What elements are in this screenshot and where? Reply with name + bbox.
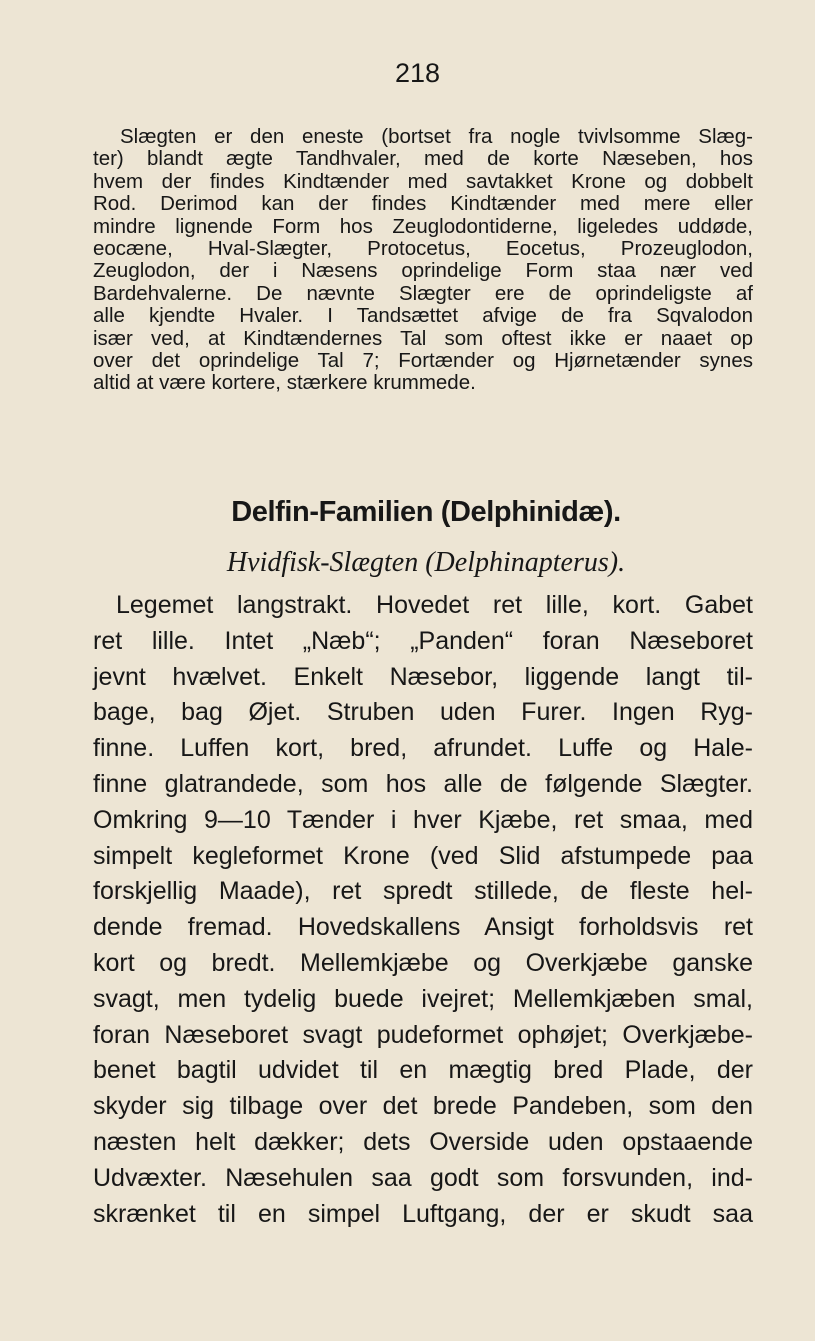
text-line: alle kjendte Hvaler. I Tandsættet afvige de fra Sqvalodon: [93, 304, 753, 328]
text-line: Rod. Derimod kan der findes Kindtænder med mere eller: [93, 192, 753, 216]
text-line: simpelt kegleformet Krone (ved Slid afstumpede paa: [93, 841, 753, 870]
text-line: skrænket til en simpel Luftgang, der er skudt saa: [93, 1199, 753, 1228]
text-line: hvem der findes Kindtænder med savtakket Krone og dobbelt: [93, 169, 753, 193]
page-number: 218: [394, 58, 441, 88]
text-line: Slægten er den eneste (bortset fra nogle tvivlsomme Slæg-: [120, 125, 753, 148]
text-line: dende fremad. Hovedskallens Ansigt forholdsvis ret: [93, 913, 753, 942]
text-line: foran Næseboret svagt pudeformet ophøjet; Overkjæbe-: [93, 1020, 753, 1049]
text-line: benet bagtil udvidet til en mægtig bred Plade, der: [93, 1056, 753, 1085]
text-line: svagt, men tydelig buede ivejret; Mellemkjæben smal,: [93, 984, 753, 1013]
text-line: skyder sig tilbage over det brede Pandeben, som den: [93, 1092, 753, 1121]
text-line: Omkring 9—10 Tænder i hver Kjæbe, ret smaa, med: [93, 805, 753, 834]
text-line: Legemet langstrakt. Hovedet ret lille, kort. Gabet: [116, 591, 753, 619]
family-heading: Delfin-Familien (Delphinidæ).: [231, 496, 621, 528]
text-line: ret lille. Intet „Næb“; „Panden“ foran Næseboret: [93, 626, 753, 655]
text-line: finne glatrandede, som hos alle de følgende Slægter.: [93, 769, 753, 798]
description-paragraph: [93, 588, 753, 1232]
text-line: næsten helt dækker; dets Overside uden opstaaende: [93, 1127, 753, 1156]
text-line: jevnt hvælvet. Enkelt Næsebor, liggende langt til-: [93, 662, 753, 691]
genus-heading: Hvidfisk-Slægten (Delphinapterus).: [226, 547, 626, 578]
text-line: Zeuglodon, der i Næsens oprindelige Form staa nær ved: [93, 259, 753, 283]
text-line: Bardehvalerne. De nævnte Slægter ere de oprindeligste af: [93, 281, 753, 305]
text-line: bage, bag Øjet. Struben uden Furer. Ingen Ryg-: [93, 698, 753, 727]
text-line: især ved, at Kindtændernes Tal som oftest ikke er naaet op: [93, 326, 753, 350]
text-line: eocæne, Hval-Slægter, Protocetus, Eocetus, Prozeuglodon,: [93, 237, 753, 261]
text-line: Udvæxter. Næsehulen saa godt som forsvunden, ind-: [93, 1163, 753, 1192]
text-line: ter) blandt ægte Tandhvaler, med de korte Næseben, hos: [93, 147, 753, 171]
text-line: forskjellig Maade), ret spredt stillede, de fleste hel-: [93, 877, 753, 906]
text-line: kort og bredt. Mellemkjæbe og Overkjæbe ganske: [93, 948, 753, 977]
intro-paragraph: [93, 126, 753, 395]
text-line: finne. Luffen kort, bred, afrundet. Luffe og Hale-: [93, 734, 753, 763]
text-line: over det oprindelige Tal 7; Fortænder og Hjørnetænder synes: [93, 349, 753, 373]
text-line: altid at være kortere, stærkere krummede.: [93, 371, 476, 395]
text-line: mindre lignende Form hos Zeuglodontiderne, ligeledes uddøde,: [93, 214, 753, 238]
